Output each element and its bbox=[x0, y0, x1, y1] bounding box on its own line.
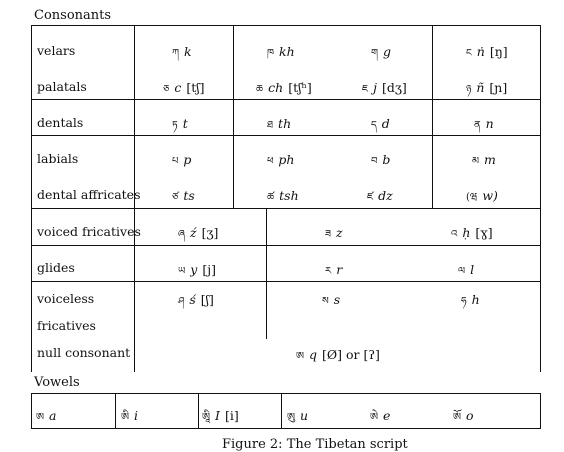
vowel-column-divider bbox=[198, 393, 199, 429]
tibetan-glyph: ཨེ bbox=[370, 412, 379, 423]
ipa: [ɲ] bbox=[489, 80, 508, 95]
romanization: a bbox=[49, 408, 57, 423]
ipa: [i] bbox=[224, 408, 239, 423]
tibetan-glyph: ཕ bbox=[267, 156, 274, 167]
romanization: ṅ bbox=[476, 44, 485, 59]
ipa: [ŋ] bbox=[489, 44, 508, 59]
tibetan-glyph: ཚ bbox=[267, 192, 275, 203]
letter-cell bbox=[472, 150, 496, 178]
letter-cell bbox=[163, 78, 205, 106]
romanization: th bbox=[278, 116, 292, 131]
tibetan-glyph: ཙ bbox=[172, 192, 179, 203]
vowel-cell bbox=[370, 406, 390, 434]
letter-cell bbox=[178, 223, 218, 251]
romanization: i bbox=[134, 408, 139, 423]
letter-cell bbox=[325, 223, 343, 251]
romanization: kh bbox=[279, 44, 295, 59]
romanization: ñ bbox=[476, 80, 485, 95]
letter-cell bbox=[296, 345, 380, 373]
row-label-dentals: dentals bbox=[37, 115, 84, 130]
column-divider bbox=[432, 25, 433, 209]
tibetan-glyph: ཨ bbox=[296, 351, 305, 362]
tibetan-glyph: ཨ bbox=[36, 412, 45, 423]
tibetan-glyph: ཟ bbox=[325, 229, 331, 240]
row-label-voiceless: voiceless bbox=[37, 291, 95, 306]
romanization: tsh bbox=[279, 188, 299, 203]
vowels-heading: Vowels bbox=[34, 375, 80, 390]
ipa: [j] bbox=[202, 262, 216, 277]
tibetan-glyph: ད bbox=[371, 120, 377, 131]
figure-caption: Figure 2: The Tibetan script bbox=[222, 437, 408, 452]
romanization: t bbox=[182, 116, 188, 131]
romanization: m bbox=[484, 152, 496, 167]
letter-cell bbox=[474, 114, 494, 142]
tibetan-glyph: ཛ bbox=[367, 192, 374, 203]
ipa: [Ø] or [ʔ] bbox=[322, 347, 380, 362]
romanization: dz bbox=[378, 188, 393, 203]
letter-cell bbox=[371, 150, 390, 178]
romanization: k bbox=[184, 44, 192, 59]
romanization: d bbox=[381, 116, 390, 131]
tibetan-glyph: ཉ bbox=[466, 84, 472, 95]
tibetan-glyph: འ bbox=[451, 229, 458, 240]
romanization: ts bbox=[183, 188, 195, 203]
romanization: p bbox=[183, 152, 192, 167]
letter-cell bbox=[178, 290, 214, 318]
tibetan-glyph: ཐ bbox=[267, 120, 274, 131]
tibetan-glyph: ཏ bbox=[172, 120, 178, 131]
letter-cell bbox=[267, 42, 300, 70]
romanization: ź bbox=[190, 225, 197, 240]
tibetan-glyph: ཀ bbox=[172, 48, 180, 59]
column-divider bbox=[266, 208, 267, 339]
tibetan-glyph: (ཝ bbox=[466, 192, 478, 203]
tibetan-glyph: ག bbox=[371, 48, 379, 59]
table-border-right bbox=[540, 25, 541, 372]
letter-cell bbox=[371, 42, 396, 70]
letter-cell bbox=[172, 186, 195, 214]
letter-cell bbox=[172, 42, 197, 70]
romanization: j bbox=[373, 80, 377, 95]
letter-cell bbox=[267, 186, 299, 214]
romanization: ch bbox=[268, 80, 284, 95]
row-label-fricatives: fricatives bbox=[37, 318, 96, 333]
romanization: c bbox=[174, 80, 182, 95]
romanization: z bbox=[336, 225, 343, 240]
row-label-dental-affricates: dental affricates bbox=[37, 187, 141, 202]
romanization: n bbox=[485, 116, 494, 131]
tibetan-glyph: ས bbox=[322, 296, 329, 307]
table-border-left bbox=[31, 25, 32, 372]
row-label-glides: glides bbox=[37, 260, 75, 275]
vowel-table-right bbox=[540, 393, 541, 429]
tibetan-glyph: པ bbox=[172, 156, 179, 167]
tibetan-glyph: ཨུ bbox=[287, 412, 296, 423]
romanization: b bbox=[382, 152, 391, 167]
vowel-column-divider bbox=[115, 393, 116, 429]
vowel-table-top bbox=[31, 393, 541, 394]
romanization: q bbox=[309, 347, 318, 362]
romanization: r bbox=[336, 262, 343, 277]
letter-cell bbox=[178, 260, 216, 288]
ipa: [dʒ] bbox=[382, 80, 407, 95]
tibetan-glyph: མ bbox=[472, 156, 480, 167]
row-label-labials: labials bbox=[37, 151, 79, 166]
romanization: u bbox=[300, 408, 309, 423]
row-label-velars: velars bbox=[37, 43, 76, 58]
tibetan-glyph: བ bbox=[371, 156, 378, 167]
romanization: g bbox=[383, 44, 392, 59]
tibetan-glyph: ཨི bbox=[121, 412, 130, 423]
letter-cell bbox=[466, 42, 508, 70]
letter-cell bbox=[322, 290, 340, 318]
letter-cell bbox=[362, 78, 407, 106]
letter-cell bbox=[451, 223, 493, 251]
romanization: ḥ bbox=[462, 225, 471, 240]
tibetan-glyph: ཨཱི bbox=[202, 412, 211, 423]
ipa: [ʃ] bbox=[200, 292, 214, 307]
romanization: I bbox=[215, 408, 220, 423]
letter-cell bbox=[458, 260, 474, 288]
vowel-cell bbox=[121, 406, 138, 434]
letter-cell bbox=[466, 186, 498, 214]
ipa: [tʃ] bbox=[186, 80, 205, 95]
letter-cell bbox=[172, 114, 188, 142]
tibetan-glyph: ཅ bbox=[163, 84, 170, 95]
tibetan-glyph: ཇ bbox=[362, 84, 369, 95]
row-label-voiced-fricatives: voiced fricatives bbox=[37, 224, 141, 239]
letter-cell bbox=[172, 150, 191, 178]
column-divider bbox=[233, 25, 234, 209]
letter-cell bbox=[267, 150, 294, 178]
letter-cell bbox=[367, 186, 393, 214]
tibetan-glyph: ཆ bbox=[256, 84, 264, 95]
tibetan-glyph: ཨོ bbox=[453, 412, 462, 423]
romanization: y bbox=[190, 262, 198, 277]
row-label-palatals: palatals bbox=[37, 79, 87, 94]
tibetan-glyph: ང bbox=[466, 48, 472, 59]
vowel-column-divider bbox=[281, 393, 282, 429]
vowel-table-left bbox=[31, 393, 32, 429]
tibetan-glyph: ཧ bbox=[461, 296, 467, 307]
tibetan-glyph: ཡ bbox=[178, 266, 186, 277]
letter-cell bbox=[371, 114, 390, 142]
ipa: [ɣ] bbox=[475, 225, 493, 240]
vowel-cell bbox=[287, 406, 308, 434]
letter-cell bbox=[461, 290, 480, 318]
tibetan-glyph: ན bbox=[474, 120, 481, 131]
ipa: [tʃʰ] bbox=[288, 80, 312, 95]
romanization: ś bbox=[189, 292, 196, 307]
vowel-cell bbox=[36, 406, 56, 434]
romanization: h bbox=[471, 292, 480, 307]
romanization: e bbox=[383, 408, 391, 423]
letter-cell bbox=[267, 114, 291, 142]
tibetan-glyph: ཞ bbox=[178, 229, 185, 240]
letter-cell bbox=[325, 260, 342, 288]
vowel-cell bbox=[202, 406, 239, 434]
tibetan-glyph: ལ bbox=[458, 266, 466, 277]
romanization: l bbox=[470, 262, 475, 277]
ipa: [ʒ] bbox=[201, 225, 219, 240]
romanization: s bbox=[333, 292, 341, 307]
table-border-top bbox=[31, 25, 541, 26]
letter-cell bbox=[256, 78, 312, 106]
consonants-heading: Consonants bbox=[34, 8, 112, 23]
letter-cell bbox=[466, 78, 507, 106]
vowel-cell bbox=[453, 406, 474, 434]
tibetan-glyph: ར bbox=[325, 266, 332, 277]
romanization: ph bbox=[278, 152, 295, 167]
tibetan-glyph: ཤ bbox=[178, 296, 185, 307]
romanization: o bbox=[466, 408, 474, 423]
tibetan-glyph: ཁ bbox=[267, 48, 274, 59]
row-label-null-consonant: null consonant bbox=[37, 345, 131, 360]
romanization: w) bbox=[482, 188, 498, 203]
